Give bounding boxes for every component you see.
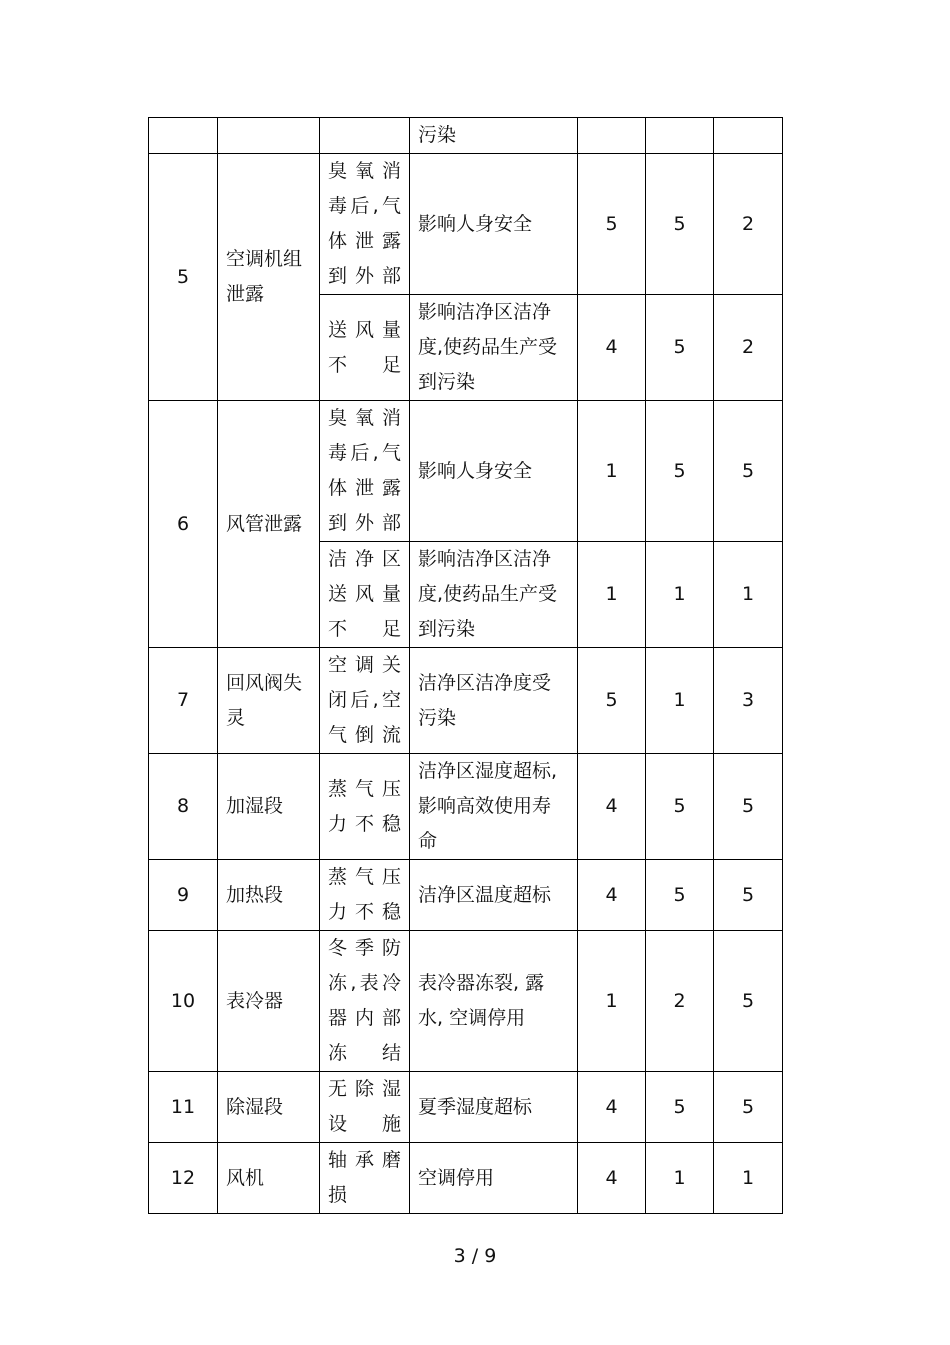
severity-cell: 4 [578,1072,646,1143]
severity-cell: 5 [578,648,646,754]
table-row [149,931,783,1072]
item-cell: 风机 [218,1143,320,1214]
no-cell [149,118,218,154]
no-cell: 9 [149,860,218,931]
occurrence-cell [646,118,714,154]
effect-cell: 空调停用 [410,1143,578,1214]
severity-cell: 4 [578,295,646,401]
severity-cell: 1 [578,931,646,1072]
occurrence-cell: 2 [646,931,714,1072]
cause-cell: 空调关闭后,空气倒流 [320,648,410,754]
severity-cell: 4 [578,860,646,931]
table-row [149,1072,783,1143]
table-row [149,154,783,295]
effect-cell: 污染 [410,118,578,154]
effect-cell: 影响洁净区洁净度,使药品生产受到污染 [410,295,578,401]
item-cell: 风管泄露 [218,401,320,648]
cause-cell: 臭氧消毒后,气体泄露到外部 [320,401,410,542]
detection-cell [714,118,783,154]
severity-cell: 1 [578,542,646,648]
table-row [149,1143,783,1214]
detection-cell: 5 [714,860,783,931]
severity-cell [578,118,646,154]
severity-cell: 1 [578,401,646,542]
no-cell: 5 [149,154,218,401]
effect-cell: 洁净区湿度超标,影响高效使用寿命 [410,754,578,860]
detection-cell: 1 [714,1143,783,1214]
occurrence-cell: 1 [646,648,714,754]
risk-assessment-table [148,117,783,1214]
detection-cell: 1 [714,542,783,648]
cause-cell [320,118,410,154]
item-cell [218,118,320,154]
item-cell: 回风阀失灵 [218,648,320,754]
detection-cell: 2 [714,154,783,295]
severity-cell: 5 [578,154,646,295]
table-row [149,401,783,542]
severity-cell: 4 [578,754,646,860]
no-cell: 7 [149,648,218,754]
effect-cell: 洁净区温度超标 [410,860,578,931]
item-cell: 加热段 [218,860,320,931]
effect-cell: 影响人身安全 [410,401,578,542]
cause-cell: 蒸气压力不稳 [320,860,410,931]
effect-cell: 表冷器冻裂, 露水, 空调停用 [410,931,578,1072]
detection-cell: 5 [714,401,783,542]
effect-cell: 影响洁净区洁净度,使药品生产受到污染 [410,542,578,648]
detection-cell: 5 [714,1072,783,1143]
effect-cell: 洁净区洁净度受污染 [410,648,578,754]
no-cell: 10 [149,931,218,1072]
occurrence-cell: 5 [646,1072,714,1143]
item-cell: 表冷器 [218,931,320,1072]
detection-cell: 2 [714,295,783,401]
table-row [149,754,783,860]
occurrence-cell: 1 [646,542,714,648]
no-cell: 12 [149,1143,218,1214]
occurrence-cell: 5 [646,401,714,542]
detection-cell: 5 [714,754,783,860]
effect-cell: 影响人身安全 [410,154,578,295]
cause-cell: 臭氧消毒后,气体泄露到外部 [320,154,410,295]
table-row-continuation [149,118,783,154]
table-row [149,648,783,754]
no-cell: 8 [149,754,218,860]
cause-cell: 蒸气压力不稳 [320,754,410,860]
detection-cell: 3 [714,648,783,754]
item-cell: 空调机组泄露 [218,154,320,401]
no-cell: 11 [149,1072,218,1143]
occurrence-cell: 5 [646,754,714,860]
occurrence-cell: 5 [646,860,714,931]
cause-cell: 无除湿设施 [320,1072,410,1143]
item-cell: 除湿段 [218,1072,320,1143]
page-number: 3 / 9 [453,1245,497,1267]
occurrence-cell: 1 [646,1143,714,1214]
occurrence-cell: 5 [646,154,714,295]
no-cell: 6 [149,401,218,648]
table-row [149,860,783,931]
occurrence-cell: 5 [646,295,714,401]
cause-cell: 冬季防冻,表冷器内部冻结 [320,931,410,1072]
cause-cell: 轴承磨损 [320,1143,410,1214]
cause-cell: 送风量不足 [320,295,410,401]
effect-cell: 夏季湿度超标 [410,1072,578,1143]
detection-cell: 5 [714,931,783,1072]
item-cell: 加湿段 [218,754,320,860]
cause-cell: 洁净区送风量不足 [320,542,410,648]
severity-cell: 4 [578,1143,646,1214]
